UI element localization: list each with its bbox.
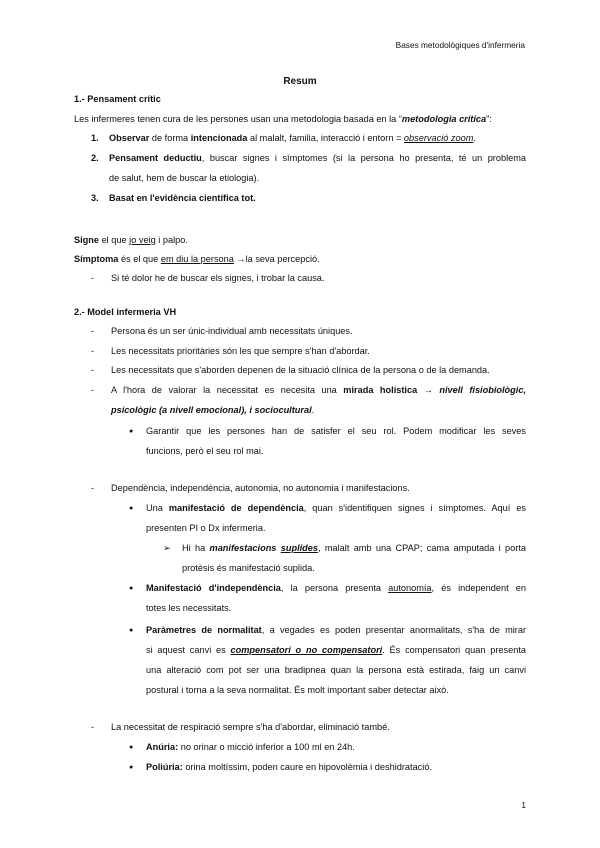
anuria-item bbox=[146, 742, 355, 752]
bullet-marker: ● bbox=[129, 744, 134, 751]
sup-underline: suplides bbox=[280, 543, 319, 553]
suplides-item bbox=[182, 543, 526, 553]
intro-text: Les infermeres tenen cura de les persones usan una metodologia basada en la “ bbox=[74, 114, 402, 124]
ordered-item-bold-2: intencionada bbox=[190, 133, 248, 143]
pn-l3-text: una alteració com pot ser una bradipnea quan la persona està estirada, faig un canvi bbox=[146, 665, 526, 675]
ordered-item-2 bbox=[91, 153, 526, 163]
garantir-line-2: funcions, però el seu rol mai. bbox=[146, 446, 264, 456]
signe-text: el que bbox=[99, 235, 130, 245]
ordered-item-bold: Observar bbox=[109, 133, 150, 143]
list-item-text: Les necessitats que s'aborden depenen de la situació clínica de la persona o de la demanda. bbox=[111, 365, 490, 375]
ordered-item-2-line-2: de salut, hem de buscar la etiologia). bbox=[109, 173, 260, 183]
holistic-levels-2: psicològic (a nivell emocional), i sociocultural bbox=[111, 405, 312, 415]
dash-marker: - bbox=[91, 483, 95, 493]
holistic-line-2 bbox=[111, 405, 314, 415]
holistic-bold: mirada holística bbox=[343, 385, 418, 395]
mi-bold: Manifestació d'independència bbox=[146, 583, 281, 593]
page-number: 1 bbox=[521, 800, 526, 810]
dash-marker: - bbox=[91, 385, 95, 395]
mi-underline: autonomía bbox=[388, 583, 432, 593]
signe-underline: jo veig bbox=[129, 235, 156, 245]
bullet-marker: ● bbox=[129, 505, 134, 512]
dash-marker: - bbox=[91, 346, 95, 356]
dash-marker: - bbox=[91, 722, 95, 732]
ordered-item-bold: Pensament deductiu bbox=[109, 153, 202, 163]
sup-text: Hi ha bbox=[182, 543, 210, 553]
anuria-text: no orinar o micció inferior a 100 ml en 24h. bbox=[178, 742, 355, 752]
manif-independencia-item bbox=[146, 583, 526, 593]
intro-end: ”: bbox=[486, 114, 492, 124]
mi-text-2: , és independent en bbox=[431, 583, 527, 593]
dash-marker: - bbox=[91, 326, 95, 336]
md-line-2: presenten PI o Dx infermeria. bbox=[146, 523, 266, 533]
pn-line-4: postural i torna a la seva normalitat. És molt important saber detectar això. bbox=[146, 685, 449, 695]
ordered-item-text: de forma bbox=[149, 133, 191, 143]
bullet-marker: ● bbox=[129, 627, 134, 634]
dependencia-text: Dependència, independència, autonomia, no autonomia i manifestacions. bbox=[111, 483, 410, 493]
list-item bbox=[91, 365, 490, 375]
mi-text: , la persona presenta bbox=[280, 583, 389, 593]
md-text-2: , quan s'identifiquen signes i símptomes. Aquí es bbox=[303, 503, 526, 513]
ordered-item-number: 1. bbox=[91, 133, 99, 143]
ordered-item-text: , buscar signes i símptomes (si la persona ho presenta, té un problema bbox=[201, 153, 527, 163]
dash-marker: - bbox=[91, 273, 95, 283]
section-1-heading: 1.- Pensament crític bbox=[74, 94, 161, 104]
pn-l2-underline: compensatori o no compensatori bbox=[230, 645, 383, 655]
signe-label: Signe bbox=[74, 235, 100, 245]
simptoma-line bbox=[74, 254, 320, 264]
intro-emphasis: metodologia crítica bbox=[401, 114, 487, 124]
poliuria-text: orina moltíssim, poden caure en hipovolèmia i deshidratació. bbox=[182, 762, 432, 772]
section-2-heading: 2.- Model infermeria VH bbox=[74, 307, 177, 317]
sup-text-2: , malalt amb una CPAP; cama amputada i porta bbox=[318, 543, 526, 553]
md-bold: manifestació de dependència bbox=[168, 503, 304, 513]
arrow-bullet-marker: ➢ bbox=[163, 543, 171, 553]
simptoma-underline: em diu la persona bbox=[160, 254, 234, 264]
dolor-line bbox=[91, 273, 324, 283]
garantir-item bbox=[146, 426, 526, 436]
page-header: Bases metodològiques d'infermeria bbox=[395, 40, 525, 50]
list-item bbox=[91, 326, 353, 336]
ordered-item-number: 3. bbox=[91, 193, 99, 203]
pn-l2-text-2: . És compensatori quan presenta bbox=[382, 645, 526, 655]
list-item bbox=[91, 346, 370, 356]
sup-bold: manifestacions bbox=[209, 543, 281, 553]
ordered-item-underline: observació zoom bbox=[403, 133, 474, 143]
garantir-line-1: Garantir que les persones han de satisfer el seu rol. Podem modificar les seves bbox=[146, 426, 526, 436]
ordered-item-3 bbox=[91, 193, 256, 203]
simptoma-end: →la seva percepció. bbox=[233, 254, 320, 264]
respiracio-text: La necessitat de respiració sempre s'ha d'abordar, eliminació també. bbox=[111, 722, 390, 732]
anuria-label: Anúria: bbox=[146, 742, 179, 752]
holistic-text: A l'hora de valorar la necessitat es necesita una bbox=[111, 385, 344, 395]
poliuria-label: Poliúria: bbox=[146, 762, 183, 772]
ordered-item-end: . bbox=[473, 133, 476, 143]
dependencia-item bbox=[91, 483, 410, 493]
pn-bold: Paràmetres de normalitat bbox=[146, 625, 262, 635]
holistic-item bbox=[91, 385, 526, 395]
page-title: Resum bbox=[283, 76, 317, 87]
dolor-text: Si té dolor he de buscar els signes, i trobar la causa. bbox=[111, 273, 325, 283]
sup-line-2: protèsis és manifestació suplida. bbox=[182, 563, 315, 573]
signe-end: i palpo. bbox=[155, 235, 188, 245]
manif-dependencia-item bbox=[146, 503, 526, 513]
pn-line-2 bbox=[146, 645, 526, 655]
bullet-marker: ● bbox=[129, 764, 134, 771]
md-text: Una bbox=[146, 503, 169, 513]
holistic-arrow: → bbox=[417, 385, 440, 395]
list-item-text: Persona és un ser únic-individual amb necessitats úniques. bbox=[111, 326, 353, 336]
ordered-item-text-2: al malalt, familia, interacció i entorn = bbox=[247, 133, 404, 143]
dash-marker: - bbox=[91, 365, 95, 375]
respiracio-item bbox=[91, 722, 390, 732]
pn-text: , a vegades es poden presentar anormalitats, s'ha de mirar bbox=[261, 625, 526, 635]
simptoma-text: és el que bbox=[118, 254, 161, 264]
ordered-item-1 bbox=[91, 133, 476, 143]
pn-line-3 bbox=[146, 665, 526, 675]
ordered-item-bold: Basat en l'evidència científica tot. bbox=[109, 193, 256, 203]
pn-l2-text: si aquest canvi es bbox=[146, 645, 231, 655]
mi-line-2: totes les necessitats. bbox=[146, 603, 232, 613]
poliuria-item bbox=[146, 762, 432, 772]
signe-line bbox=[74, 235, 188, 245]
list-item-text: Les necessitats prioritàries són les que sempre s'han d'abordar. bbox=[111, 346, 370, 356]
holistic-end: . bbox=[311, 405, 315, 415]
parametres-item bbox=[146, 625, 526, 635]
holistic-levels: nivell fisiobiològic, bbox=[439, 385, 526, 395]
ordered-item-number: 2. bbox=[91, 153, 99, 163]
simptoma-label: Símptoma bbox=[74, 254, 119, 264]
bullet-marker: ● bbox=[129, 428, 134, 435]
bullet-marker: ● bbox=[129, 585, 134, 592]
intro-paragraph bbox=[74, 114, 492, 124]
